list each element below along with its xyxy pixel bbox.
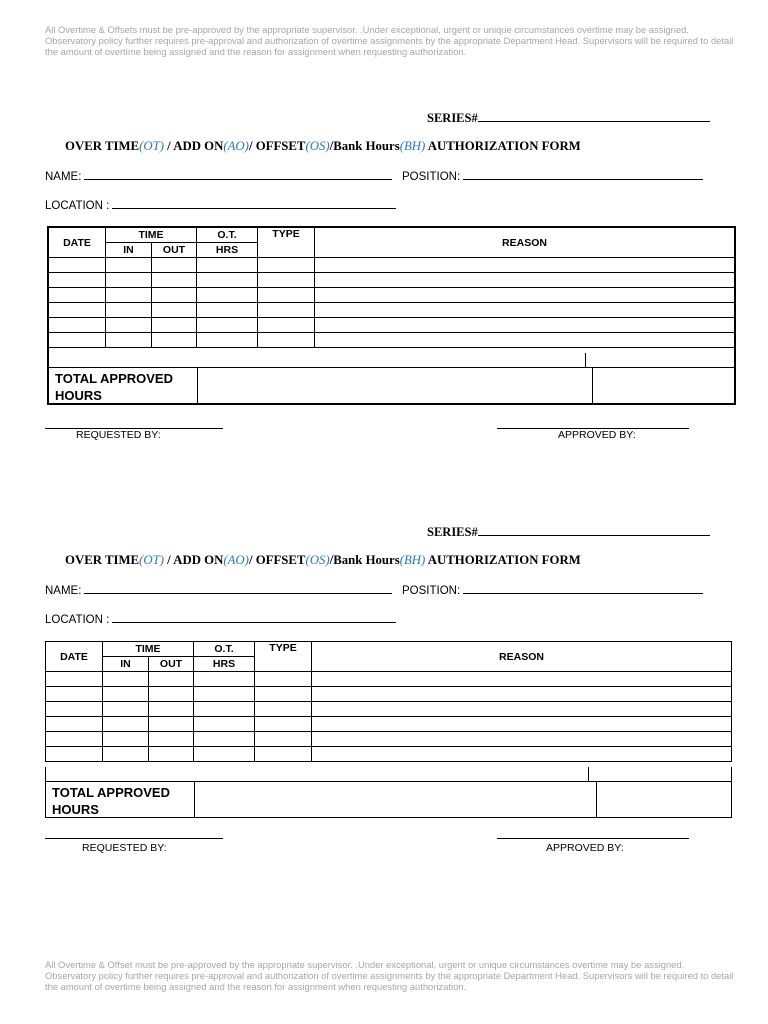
position-input-line[interactable] <box>463 583 703 594</box>
col-type: TYPE <box>258 228 315 258</box>
series-field <box>427 110 710 126</box>
location-field <box>45 612 396 626</box>
form-title: OVER TIME(OT) / ADD ON(AO)/ OFFSET(OS)/Bank Hours(BH) AUTHORIZATION FORM <box>65 553 581 567</box>
position-field <box>402 169 703 183</box>
notice-bottom: All Overtime & Offset must be pre-approved by the appropriate supervisor. .Under exceptional, urgent or unique circumstances overtime may be assigned. Observatory policy further requires pre-approval and authorization of overtime assignments by the appropriate Department Head. Supervisors will be required to detail the amount of overtime being assigned and the reason for assignment when requesting authorization. <box>45 959 734 992</box>
form-title: OVER TIME(OT) / ADD ON(AO)/ OFFSET(OS)/Bank Hours(BH) AUTHORIZATION FORM <box>65 139 581 153</box>
table-row <box>46 702 732 717</box>
table-row <box>46 732 732 747</box>
position-label: POSITION: <box>402 585 461 597</box>
table-row <box>49 333 735 348</box>
total-approved-row <box>45 781 732 818</box>
overtime-table <box>48 227 735 348</box>
table-row <box>46 747 732 762</box>
name-label: NAME: <box>45 585 82 597</box>
col-out: OUT <box>152 243 197 258</box>
location-label: LOCATION : <box>45 200 110 212</box>
col-date: DATE <box>49 228 106 258</box>
authorization-form-2 <box>0 524 768 864</box>
location-input-line[interactable] <box>112 612 396 623</box>
requested-by-label: REQUESTED BY: <box>76 429 161 441</box>
col-reason: REASON <box>312 642 732 672</box>
col-time: TIME <box>103 642 194 657</box>
requested-by-line[interactable] <box>45 838 223 839</box>
table-row <box>49 303 735 318</box>
name-label: NAME: <box>45 171 82 183</box>
series-line[interactable] <box>478 110 710 122</box>
table-row <box>46 672 732 687</box>
col-in: IN <box>103 657 149 672</box>
spacer-row <box>48 353 735 367</box>
series-field <box>427 524 710 540</box>
total-approved-label: TOTAL APPROVED HOURS <box>52 785 170 817</box>
col-time: TIME <box>106 228 197 243</box>
name-input-line[interactable] <box>84 583 392 594</box>
series-label: SERIES# <box>427 111 478 125</box>
approved-by-label: APPROVED BY: <box>546 842 624 854</box>
col-date: DATE <box>46 642 103 672</box>
table-row <box>49 273 735 288</box>
requested-by-label: REQUESTED BY: <box>82 842 167 854</box>
table-row <box>46 687 732 702</box>
table-row <box>46 717 732 732</box>
name-input-line[interactable] <box>84 169 392 180</box>
col-ot: O.T. <box>197 228 258 243</box>
authorization-form-1 <box>0 110 768 450</box>
name-field <box>45 583 392 597</box>
col-reason: REASON <box>315 228 735 258</box>
series-line[interactable] <box>478 524 710 536</box>
total-approved-row <box>48 367 735 404</box>
table-row <box>49 318 735 333</box>
col-type: TYPE <box>255 642 312 672</box>
position-input-line[interactable] <box>463 169 703 180</box>
name-field <box>45 169 392 183</box>
col-ot: O.T. <box>194 642 255 657</box>
approved-by-label: APPROVED BY: <box>558 429 636 441</box>
col-out: OUT <box>149 657 194 672</box>
series-label: SERIES# <box>427 525 478 539</box>
overtime-table <box>45 641 732 762</box>
table-row <box>49 288 735 303</box>
col-hrs: HRS <box>197 243 258 258</box>
position-label: POSITION: <box>402 171 461 183</box>
col-in: IN <box>106 243 152 258</box>
table-row <box>49 258 735 273</box>
col-hrs: HRS <box>194 657 255 672</box>
spacer-row <box>45 767 732 781</box>
location-label: LOCATION : <box>45 614 110 626</box>
position-field <box>402 583 703 597</box>
approved-by-line[interactable] <box>497 838 689 839</box>
total-approved-label: TOTAL APPROVED HOURS <box>55 371 173 403</box>
location-input-line[interactable] <box>112 198 396 209</box>
location-field <box>45 198 396 212</box>
notice-top: All Overtime & Offsets must be pre-approved by the appropriate supervisor. .Under exceptional, urgent or unique circumstances overtime may be assigned. Observatory policy further requires pre-approval and authorization of overtime assignments by the appropriate Department Head. Supervisors will be required to detail the amount of overtime being assigned and the reason for assignment when requesting authorization. <box>45 24 734 57</box>
